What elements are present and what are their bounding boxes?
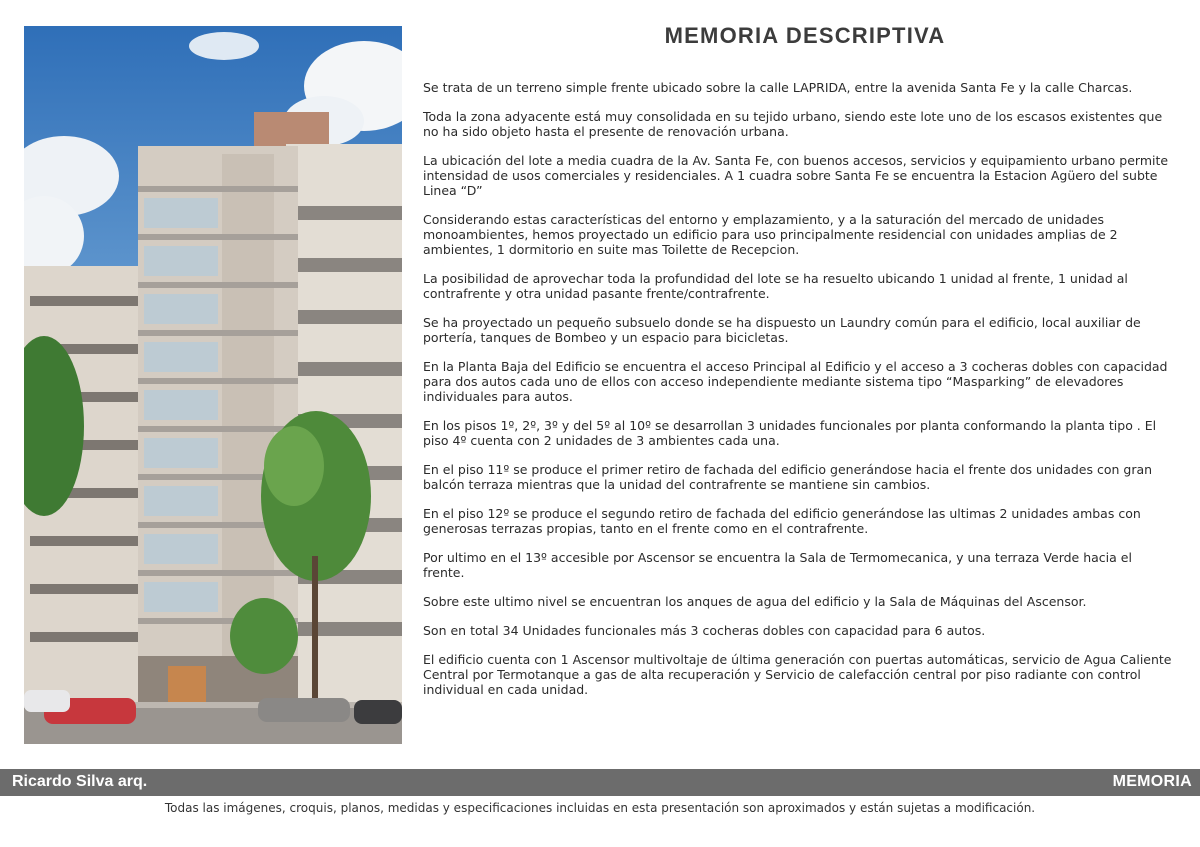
paragraph: En la Planta Baja del Edificio se encuentra el acceso Principal al Edificio y el acceso a 3 cocheras dobles con capacidad para dos autos cada uno de ellos con acceso independiente mediante sistema tipo “Masparking” de elevadores individuales para autos. bbox=[423, 359, 1168, 404]
paragraph: Se trata de un terreno simple frente ubicado sobre la calle LAPRIDA, entre la avenida Santa Fe y la calle Charcas. bbox=[423, 80, 1133, 95]
footer-bar bbox=[0, 769, 1200, 796]
paragraph: Sobre este ultimo nivel se encuentran los anques de agua del edificio y la Sala de Máquinas del Ascensor. bbox=[423, 594, 1087, 609]
paragraph: En los pisos 1º, 2º, 3º y del 5º al 10º se desarrollan 3 unidades funcionales por planta conformando la planta tipo . El piso 4º cuenta con 2 unidades de 3 ambientes cada una. bbox=[423, 418, 1157, 448]
footer-brand: Ricardo Silva arq. bbox=[12, 773, 148, 790]
paragraph: La ubicación del lote a media cuadra de la Av. Santa Fe, con buenos accesos, servicios y equipamiento urbano permite intensidad de usos comerciales y residenciales. A 1 cuadra sobre Santa Fe se encuentra la Estacion Agüero del subte Linea “D” bbox=[423, 153, 1169, 198]
paragraph: Considerando estas características del entorno y emplazamiento, y a la saturación del mercado de unidades monoambientes, hemos proyectado un edificio para uso principalmente residencial con unidades amplias de 2 ambientes, 1 dormitorio en suite mas Toilette de Recepcion. bbox=[423, 212, 1118, 257]
paragraph: En el piso 12º se produce el segundo retiro de fachada del edificio generándose las ultimas 2 unidades ambas con generosas terrazas propias, tanto en el frente como en el contrafrente. bbox=[423, 506, 1141, 536]
paragraph: En el piso 11º se produce el primer retiro de fachada del edificio generándose hacia el frente dos unidades con gran balcón terraza mientras que la unidad del contrafrente se mantiene sin cambios. bbox=[423, 462, 1153, 492]
footer-disclaimer: Todas las imágenes, croquis, planos, medidas y especificaciones incluidas en esta presentación son aproximados y están sujetas a modificación. bbox=[164, 801, 1036, 815]
paragraph: El edificio cuenta con 1 Ascensor multivoltaje de última generación con puertas automáticas, servicio de Agua Caliente Central por Termotanque a gas de alta recuperación y Servicio de calefacción central por piso radiante con control individual en cada unidad. bbox=[423, 652, 1172, 697]
paragraph: Se ha proyectado un pequeño subsuelo donde se ha dispuesto un Laundry común para el edificio, local auxiliar de portería, tanques de Bombeo y un espacio para bicicletas. bbox=[423, 315, 1141, 345]
footer-section-label: MEMORIA bbox=[1112, 773, 1192, 790]
paragraph: Toda la zona adyacente está muy consolidada en su tejido urbano, siendo este lote uno de los escasos existentes que no ha sido objeto hasta el presente de renovación urbana. bbox=[423, 109, 1163, 139]
paragraph: Por ultimo en el 13º accesible por Ascensor se encuentra la Sala de Termomecanica, y una terraza Verde hacia el frente. bbox=[423, 550, 1132, 580]
page-title: MEMORIA DESCRIPTIVA bbox=[664, 23, 946, 48]
paragraph: Son en total 34 Unidades funcionales más 3 cocheras dobles con capacidad para 6 autos. bbox=[423, 623, 986, 638]
description-body bbox=[423, 80, 1175, 711]
building-rendering-image bbox=[24, 26, 402, 744]
paragraph: La posibilidad de aprovechar toda la profundidad del lote se ha resuelto ubicando 1 unidad al frente, 1 unidad al contrafrente y otra unidad pasante frente/contrafrente. bbox=[423, 271, 1128, 301]
